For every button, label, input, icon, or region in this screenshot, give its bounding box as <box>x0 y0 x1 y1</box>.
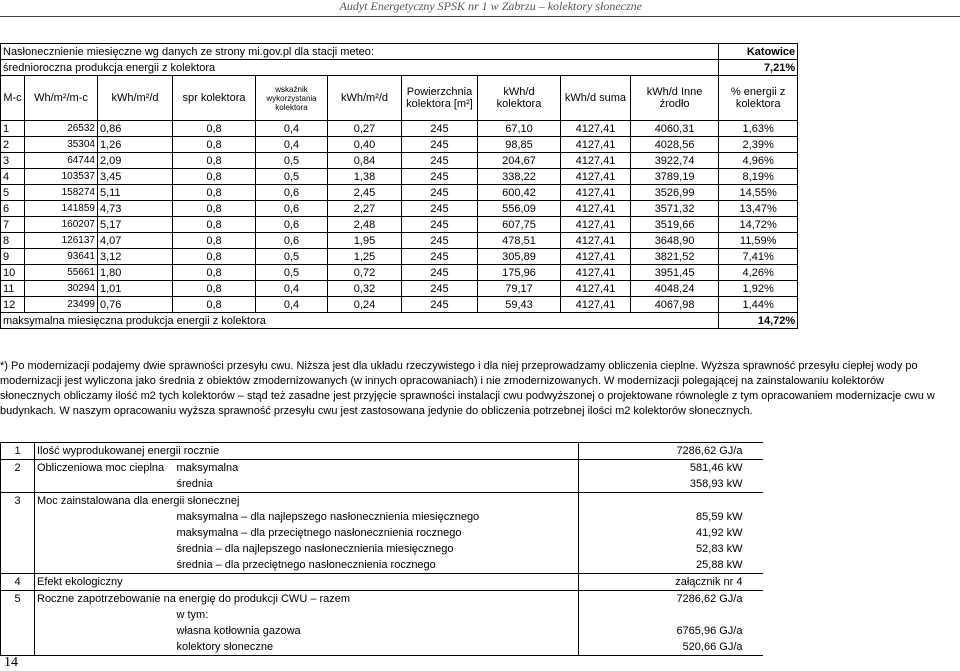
summary-value: 7286,62 GJ/a <box>579 443 763 460</box>
table-row <box>1 201 798 217</box>
cell-kwh-day-other: 4067,98 <box>631 297 719 313</box>
cell-collector-area: 245 <box>402 137 478 153</box>
cell-month: 2 <box>1 137 25 153</box>
cell-kwh-day-collector: 175,96 <box>478 265 561 281</box>
summary-sublabel: średnia – dla najlepszego nasłonecznienia miesięcznego <box>175 541 579 557</box>
cell-kwh-day-collector: 98,85 <box>478 137 561 153</box>
table-title: Nasłonecznienie miesięczne wg danych ze strony mi.gov.pl dla stacji meteo: <box>1 44 719 60</box>
summary-value: 7286,62 GJ/a <box>579 591 763 608</box>
cell-kwh-m2-day-net: 0,84 <box>328 153 402 169</box>
cell-wh-m2-month: 103537 <box>25 169 98 185</box>
cell-kwh-m2-day: 1,26 <box>98 137 173 153</box>
cell-month: 1 <box>1 121 25 137</box>
cell-collector-area: 245 <box>402 153 478 169</box>
cell-collector-share: 4,96% <box>719 153 798 169</box>
cell-kwh-m2-day-net: 1,38 <box>328 169 402 185</box>
summary-sublabel: w tym: <box>175 607 579 623</box>
cell-collector-area: 245 <box>402 185 478 201</box>
summary-label: Roczne zapotrzebowanie na energię do produkcji CWU – razem <box>35 591 579 608</box>
cell-utilization-factor: 0,4 <box>256 137 328 153</box>
cell-kwh-day-total: 4127,41 <box>561 249 631 265</box>
cell-utilization-factor: 0,4 <box>256 281 328 297</box>
cell-wh-m2-month: 93641 <box>25 249 98 265</box>
cell-collector-area: 245 <box>402 281 478 297</box>
summary-label <box>35 541 175 557</box>
cell-kwh-day-total: 4127,41 <box>561 153 631 169</box>
summary-number <box>1 509 35 525</box>
cell-collector-area: 245 <box>402 169 478 185</box>
column-header: % energii z kolektora <box>719 76 798 121</box>
table-row <box>1 185 798 201</box>
summary-sublabel: maksymalna – dla najlepszego nasłonecznienia miesięcznego <box>175 509 579 525</box>
cell-kwh-day-total: 4127,41 <box>561 281 631 297</box>
cell-kwh-day-total: 4127,41 <box>561 137 631 153</box>
table-row <box>1 249 798 265</box>
cell-kwh-day-other: 3922,74 <box>631 153 719 169</box>
cell-kwh-day-collector: 338,22 <box>478 169 561 185</box>
summary-label <box>35 525 175 541</box>
cell-collector-share: 13,47% <box>719 201 798 217</box>
summary-sublabel: średnia <box>175 476 579 493</box>
cell-kwh-m2-day: 5,11 <box>98 185 173 201</box>
cell-kwh-m2-day: 3,45 <box>98 169 173 185</box>
summary-value: 25,88 kW <box>579 557 763 574</box>
cell-collector-share: 1,92% <box>719 281 798 297</box>
cell-wh-m2-month: 35304 <box>25 137 98 153</box>
cell-kwh-day-total: 4127,41 <box>561 185 631 201</box>
cell-kwh-m2-day: 5,17 <box>98 217 173 233</box>
summary-row <box>1 476 763 493</box>
summary-value <box>579 607 763 623</box>
cell-month: 3 <box>1 153 25 169</box>
cell-wh-m2-month: 141859 <box>25 201 98 217</box>
cell-month: 6 <box>1 201 25 217</box>
summary-row <box>1 639 763 656</box>
cell-collector-efficiency: 0,8 <box>173 249 256 265</box>
cell-utilization-factor: 0,5 <box>256 169 328 185</box>
summary-value: załącznik nr 4 <box>579 574 763 591</box>
cell-wh-m2-month: 158274 <box>25 185 98 201</box>
summary-label <box>35 623 175 639</box>
summary-row <box>1 591 763 608</box>
summary-row <box>1 460 763 477</box>
summary-sublabel: własna kotłownia gazowa <box>175 623 579 639</box>
column-header: M-c <box>1 76 25 121</box>
max-production-row <box>1 313 798 329</box>
summary-label <box>35 607 175 623</box>
cell-collector-share: 11,59% <box>719 233 798 249</box>
cell-collector-area: 245 <box>402 217 478 233</box>
cell-collector-efficiency: 0,8 <box>173 201 256 217</box>
cell-kwh-m2-day: 3,12 <box>98 249 173 265</box>
summary-label: Efekt ekologiczny <box>35 574 579 591</box>
cell-collector-efficiency: 0,8 <box>173 153 256 169</box>
cell-kwh-m2-day: 1,01 <box>98 281 173 297</box>
table-row <box>1 233 798 249</box>
summary-value: 520,66 GJ/a <box>579 639 763 656</box>
table-row <box>1 217 798 233</box>
header-title: Audyt Energetyczny SPSK nr 1 w Zabrzu – kolektory słoneczne <box>339 0 642 13</box>
cell-utilization-factor: 0,5 <box>256 265 328 281</box>
cell-month: 5 <box>1 185 25 201</box>
cell-kwh-m2-day-net: 2,48 <box>328 217 402 233</box>
cell-collector-area: 245 <box>402 233 478 249</box>
summary-number: 1 <box>1 443 35 460</box>
column-header: kWh/d kolektora <box>478 76 561 121</box>
cell-kwh-day-other: 3519,66 <box>631 217 719 233</box>
cell-kwh-day-other: 3526,99 <box>631 185 719 201</box>
summary-sublabel: maksymalna – dla przeciętnego nasłonecznienia rocznego <box>175 525 579 541</box>
summary-label: Moc zainstalowana dla energii słonecznej <box>35 493 579 510</box>
column-header: kWh/m²/d <box>328 76 402 121</box>
cell-wh-m2-month: 64744 <box>25 153 98 169</box>
table-row <box>1 265 798 281</box>
cell-kwh-m2-day: 1,80 <box>98 265 173 281</box>
page-number: 14 <box>4 655 18 670</box>
cell-utilization-factor: 0,5 <box>256 249 328 265</box>
cell-kwh-m2-day-net: 0,32 <box>328 281 402 297</box>
cell-collector-share: 14,55% <box>719 185 798 201</box>
cell-collector-efficiency: 0,8 <box>173 217 256 233</box>
cell-kwh-day-total: 4127,41 <box>561 121 631 137</box>
cell-month: 10 <box>1 265 25 281</box>
summary-value: 41,92 kW <box>696 527 743 539</box>
summary-value: 52,83 kW <box>696 543 743 555</box>
summary-sublabel: kolektory słoneczne <box>175 639 579 656</box>
summary-row <box>1 509 763 525</box>
cell-collector-area: 245 <box>402 121 478 137</box>
cell-kwh-m2-day-net: 1,25 <box>328 249 402 265</box>
cell-utilization-factor: 0,6 <box>256 185 328 201</box>
cell-kwh-day-total: 4127,41 <box>561 217 631 233</box>
cell-collector-area: 245 <box>402 249 478 265</box>
avg-production-label: średnioroczna produkcja energii z kolektora <box>1 60 719 76</box>
cell-wh-m2-month: 23499 <box>25 297 98 313</box>
cell-kwh-m2-day-net: 0,24 <box>328 297 402 313</box>
cell-collector-share: 14,72% <box>719 217 798 233</box>
cell-kwh-day-other: 3951,45 <box>631 265 719 281</box>
cell-utilization-factor: 0,6 <box>256 201 328 217</box>
cell-kwh-day-other: 3821,52 <box>631 249 719 265</box>
summary-value <box>579 493 763 510</box>
cell-wh-m2-month: 30294 <box>25 281 98 297</box>
cell-collector-share: 7,41% <box>719 249 798 265</box>
cell-wh-m2-month: 126137 <box>25 233 98 249</box>
cell-collector-efficiency: 0,8 <box>173 265 256 281</box>
cell-kwh-m2-day: 0,86 <box>98 121 173 137</box>
column-header: kWh/d Inne źrodło <box>631 76 719 121</box>
cell-kwh-day-collector: 478,51 <box>478 233 561 249</box>
cell-collector-share: 2,39% <box>719 137 798 153</box>
avg-production-value: 7,21% <box>719 60 798 76</box>
summary-row <box>1 557 763 574</box>
summary-number <box>1 607 35 623</box>
cell-kwh-m2-day-net: 0,72 <box>328 265 402 281</box>
cell-collector-efficiency: 0,8 <box>173 137 256 153</box>
cell-collector-area: 245 <box>402 201 478 217</box>
summary-number: 4 <box>1 574 35 591</box>
summary-number: 3 <box>1 493 35 510</box>
summary-label: Ilość wyprodukowanej energii rocznie <box>35 443 579 460</box>
table-row <box>1 137 798 153</box>
cell-kwh-day-total: 4127,41 <box>561 233 631 249</box>
cell-wh-m2-month: 55661 <box>25 265 98 281</box>
summary-value: 358,93 kW <box>579 476 763 493</box>
column-header: kWh/m²/d <box>98 76 173 121</box>
summary-number <box>1 557 35 574</box>
cell-kwh-m2-day: 4,73 <box>98 201 173 217</box>
summary-row <box>1 541 763 557</box>
summary-number: 2 <box>1 460 35 477</box>
column-header: Powierzchnia kolektora [m²] <box>402 76 478 121</box>
cell-collector-share: 1,44% <box>719 297 798 313</box>
table-header-row <box>1 76 798 121</box>
column-header: spr kolektora <box>173 76 256 121</box>
summary-number <box>1 639 35 656</box>
cell-kwh-day-collector: 600,42 <box>478 185 561 201</box>
cell-collector-area: 245 <box>402 297 478 313</box>
cell-collector-efficiency: 0,8 <box>173 233 256 249</box>
cell-utilization-factor: 0,6 <box>256 217 328 233</box>
cell-month: 4 <box>1 169 25 185</box>
cell-collector-share: 1,63% <box>719 121 798 137</box>
cell-kwh-day-total: 4127,41 <box>561 265 631 281</box>
cell-kwh-day-collector: 204,67 <box>478 153 561 169</box>
table-row <box>1 121 798 137</box>
cell-kwh-day-other: 3571,32 <box>631 201 719 217</box>
cell-kwh-m2-day: 4,07 <box>98 233 173 249</box>
cell-utilization-factor: 0,4 <box>256 297 328 313</box>
cell-kwh-day-collector: 59,43 <box>478 297 561 313</box>
summary-label <box>35 476 175 493</box>
cell-wh-m2-month: 160207 <box>25 217 98 233</box>
cell-month: 11 <box>1 281 25 297</box>
cell-kwh-m2-day-net: 0,40 <box>328 137 402 153</box>
cell-kwh-day-total: 4127,41 <box>561 297 631 313</box>
cell-kwh-day-other: 3789,19 <box>631 169 719 185</box>
insolation-table <box>0 43 798 329</box>
summary-number <box>1 476 35 493</box>
summary-row <box>1 623 763 639</box>
summary-table <box>0 442 763 656</box>
cell-kwh-day-collector: 556,09 <box>478 201 561 217</box>
cell-collector-efficiency: 0,8 <box>173 297 256 313</box>
summary-row <box>1 525 763 541</box>
cell-utilization-factor: 0,5 <box>256 153 328 169</box>
summary-label <box>35 639 175 656</box>
cell-collector-share: 4,26% <box>719 265 798 281</box>
max-production-label: maksymalna miesięczna produkcja energii z kolektora <box>1 313 719 329</box>
summary-row <box>1 443 763 460</box>
summary-number <box>1 541 35 557</box>
cell-month: 8 <box>1 233 25 249</box>
header-rule <box>0 16 960 17</box>
max-production-value: 14,72% <box>719 313 798 329</box>
cell-kwh-day-other: 3648,90 <box>631 233 719 249</box>
cell-kwh-m2-day-net: 1,95 <box>328 233 402 249</box>
cell-kwh-day-total: 4127,41 <box>561 201 631 217</box>
summary-row <box>1 574 763 591</box>
summary-number <box>1 525 35 541</box>
cell-utilization-factor: 0,6 <box>256 233 328 249</box>
cell-kwh-m2-day: 0,76 <box>98 297 173 313</box>
cell-kwh-day-collector: 67,10 <box>478 121 561 137</box>
table-body <box>1 121 798 313</box>
cell-kwh-day-other: 4060,31 <box>631 121 719 137</box>
cell-month: 9 <box>1 249 25 265</box>
table-row <box>1 169 798 185</box>
cell-kwh-day-collector: 79,17 <box>478 281 561 297</box>
table-row <box>1 281 798 297</box>
cell-kwh-m2-day-net: 2,45 <box>328 185 402 201</box>
summary-label <box>35 557 175 574</box>
cell-collector-efficiency: 0,8 <box>173 121 256 137</box>
cell-month: 7 <box>1 217 25 233</box>
station-name: Katowice <box>719 44 798 60</box>
summary-value: 581,46 kW <box>579 460 763 477</box>
summary-sublabel: średnia – dla przeciętnego nasłonecznienia rocznego <box>175 557 579 574</box>
page-header <box>0 0 960 16</box>
column-header: kWh/d suma <box>561 76 631 121</box>
cell-kwh-day-other: 4028,56 <box>631 137 719 153</box>
summary-value: 6765,96 GJ/a <box>676 625 743 637</box>
cell-collector-efficiency: 0,8 <box>173 281 256 297</box>
cell-utilization-factor: 0,4 <box>256 121 328 137</box>
summary-row <box>1 607 763 623</box>
cell-kwh-m2-day: 2,09 <box>98 153 173 169</box>
avg-production-row <box>1 60 798 76</box>
summary-sublabel: maksymalna <box>175 460 579 477</box>
footnote: *) Po modernizacji podajemy dwie sprawności przesyłu cwu. Niższa jest dla układu rzeczywistego i dla niej przeprowadzamy obliczenia cieplne. Wyższa sprawność przesyłu ciepłej wody po modernizacji jest wyliczona jako średnia z obiektów zmodernizowanych (w innych opracowaniach) i nie zmodernizowanych. W modernizacji polegającej na zainstalowaniu kolektorów słonecznych obliczamy ilość m2 tych kolektorów – stąd też zasadne jest przyjęcie sprawności instalacji cwu podwyższonej o projektowane równolegle z tym opracowaniem modernizacje cwu w budynkach. W naszym opracowaniu wyższa sprawność przesyłu cwu jest zastosowana jedynie do obliczenia potrzebnej ilości m2 kolektorów słonecznych. <box>0 360 935 417</box>
cell-collector-efficiency: 0,8 <box>173 185 256 201</box>
cell-kwh-day-collector: 305,89 <box>478 249 561 265</box>
cell-collector-area: 245 <box>402 265 478 281</box>
cell-wh-m2-month: 26532 <box>25 121 98 137</box>
table-title-row <box>1 44 798 60</box>
cell-kwh-day-other: 4048,24 <box>631 281 719 297</box>
cell-month: 12 <box>1 297 25 313</box>
cell-collector-share: 8,19% <box>719 169 798 185</box>
table-row <box>1 153 798 169</box>
column-header: wskaźnik wykorzystania kolektora <box>256 76 328 121</box>
summary-label <box>35 509 175 525</box>
cell-kwh-m2-day-net: 2,27 <box>328 201 402 217</box>
table-row <box>1 297 798 313</box>
cell-collector-efficiency: 0,8 <box>173 169 256 185</box>
cell-kwh-day-total: 4127,41 <box>561 169 631 185</box>
summary-number <box>1 623 35 639</box>
cell-kwh-day-collector: 607,75 <box>478 217 561 233</box>
summary-row <box>1 493 763 510</box>
column-header: Wh/m²/m-c <box>25 76 98 121</box>
summary-number: 5 <box>1 591 35 608</box>
summary-value: 85,59 kW <box>696 511 743 523</box>
cell-kwh-m2-day-net: 0,27 <box>328 121 402 137</box>
summary-label: Obliczeniowa moc cieplna <box>35 460 175 477</box>
